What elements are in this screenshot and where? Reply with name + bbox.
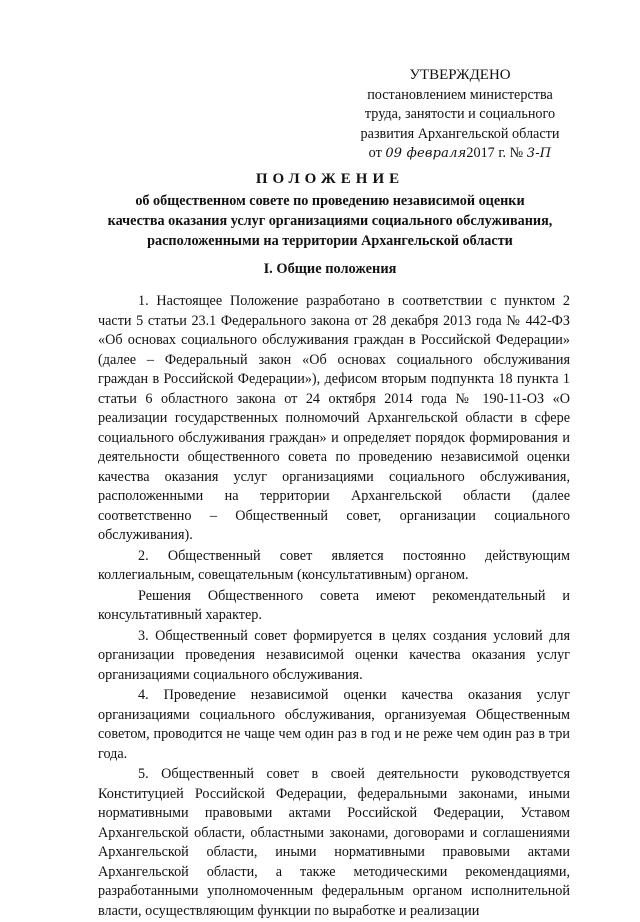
approved-label: УТВЕРЖДЕНО — [409, 67, 511, 83]
approval-line-2: труда, занятости и социального — [364, 106, 556, 122]
document-subtitle — [90, 191, 570, 251]
paragraph: Решения Общественного совета имеют рекомендательный и консультативный характер. — [98, 587, 570, 623]
subtitle-line-3: расположенными на территории Архангельской области — [147, 233, 513, 249]
paragraph: 4. Проведение независимой оценки качества оказания услуг организациями социального обслуживания, организуемая Общественным советом, проводится не чаще чем один раз в год и не реже чем один раз в три года. — [98, 687, 570, 762]
subtitle-line-2: качества оказания услуг организациями социального обслуживания, — [107, 213, 553, 229]
date-year: 2017 г. № — [466, 145, 524, 161]
section-heading: I. Общие положения — [263, 261, 397, 277]
paragraph: 3. Общественный совет формируется в целях создания условий для организации проведения независимой оценки качества оказания услуг организациями социального обслуживания. — [98, 627, 570, 683]
approval-date-line — [340, 144, 580, 164]
document-title: ПОЛОЖЕНИЕ — [255, 171, 405, 187]
handwritten-date: 09 февраля — [385, 146, 467, 161]
date-prefix: от — [368, 145, 382, 161]
subtitle-line-1: об общественном совете по проведению независимой оценки — [135, 193, 525, 209]
handwritten-number: 3-П — [526, 146, 552, 161]
paragraph: 1. Настоящее Положение разработано в соответствии с пунктом 2 части 5 статьи 23.1 Федерального закона от 28 декабря 2013 года № 442-ФЗ «Об основах социального обслуживания граждан в Российской Федерации» (далее – Федеральный закон «Об основах социального обслуживания граждан в Российской Федерации»), дефисом вторым подпункта 18 пункта 1 статьи 6 областного закона от 24 октября 2014 года № 190-11-ОЗ «О реализации государственных полномочий Архангельской области в сфере социального обслуживания граждан» и определяет порядок формирования и деятельности общественного совета по проведению независимой оценки качества оказания услуг организациями социального обслуживания, расположенными на территории Архангельской области (далее соответственно – Общественный совет, организации социального обслуживания). — [98, 293, 570, 543]
approval-stamp-block — [340, 66, 580, 164]
approval-line-1: постановлением министерства — [367, 86, 553, 103]
paragraph: 2. Общественный совет является постоянно действующим коллегиальным, совещательным (консультативным) органом. — [98, 547, 570, 583]
approval-line-3: развития Архангельской области — [360, 125, 560, 142]
paragraph: 5. Общественный совет в своей деятельности руководствуется Конституцией Российской Федерации, федеральными законами, иными нормативными правовыми актами Российской Федерации, Уставом Архангельской области, областными законами, договорами и соглашениями Архангельской области, иными нормативными правовыми актами Архангельской области, а также методическими рекомендациями, разработанными уполномоченным федеральным органом исполнительной власти, осуществляющим функции по выработке и реализации — [98, 766, 570, 919]
document-body — [98, 292, 570, 922]
